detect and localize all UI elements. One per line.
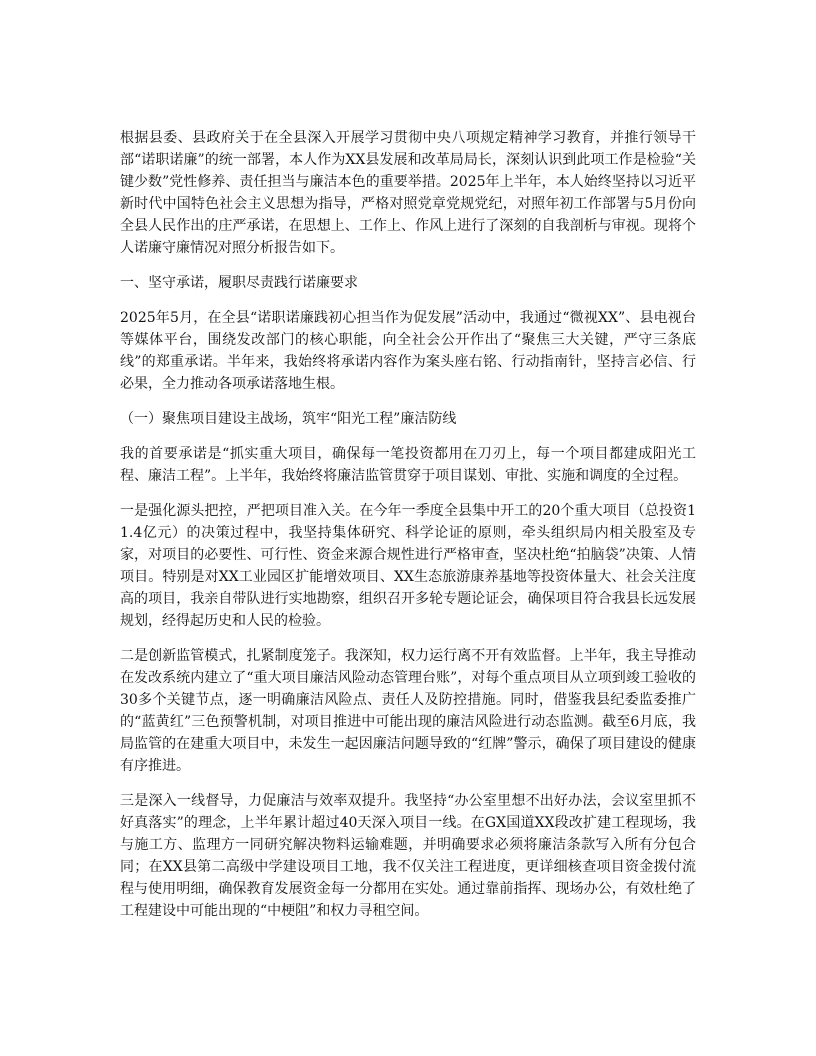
document-page xyxy=(120,127,696,935)
subsection-heading-1: （一）聚焦项目建设主战场，筑牢“阳光工程”廉洁防线 xyxy=(120,411,457,427)
commitment-paragraph: 2025年5月，在全县“诺职诺廉践初心担当作为促发展”活动中，我通过“微视XX”、县电视台等媒体平台，围绕发改部门的核心职能，向全社会公开作出了“聚焦三大关键，严守三条底线”的郑重承诺。半年来，我始终将承诺内容作为案头座右铭、行动指南针，坚持言必信、行必果，全力推动各项承诺落地生根。 xyxy=(120,310,696,392)
point-one-paragraph: 一是强化源头把控，严把项目准入关。在今年一季度全县集中开工的20个重大项目（总投资11.4亿元）的决策过程中，我坚持集体研究、科学论证的原则，牵头组织局内相关股室及专家，对项目的必要性、可行性、资金来源合规性进行严格审查，坚决杜绝“拍脑袋”决策、人情项目。特别是对XX工业园区扩能增效项目、XX生态旅游康养基地等投资体量大、社会关注度高的项目，我亲自带队进行实地勘察，组织召开多轮专题论证会，确保项目符合我县长远发展规划，经得起历史和人民的检验。 xyxy=(120,503,696,629)
point-three-paragraph: 三是深入一线督导，力促廉洁与效率双提升。我坚持“办公室里想不出好办法，会议室里抓不好真落实”的理念，上半年累计超过40天深入项目一线。在GX国道XX段改扩建工程现场，我与施工方、监理方一同研究解决物料运输难题，并明确要求必须将廉洁条款写入所有分包合同；在XX县第二高级中学建设项目工地，我不仅关注工程进度，更详细核查项目资金拨付流程与使用明细，确保教育发展资金每一分都用在实处。通过靠前指挥、现场办公，有效杜绝了工程建设中可能出现的“中梗阻”和权力寻租空间。 xyxy=(120,793,696,919)
section-heading-1: 一、坚守承诺，履职尽责践行诺廉要求 xyxy=(120,275,358,291)
intro-paragraph: 根据县委、县政府关于在全县深入开展学习贯彻中央八项规定精神学习教育，并推行领导干部“诺职诺廉”的统一部署，本人作为XX县发展和改革局局长，深刻认识到此项工作是检验“关键少数”党性修养、责任担当与廉洁本色的重要举措。2025年上半年，本人始终坚持以习近平新时代中国特色社会主义思想为指导，严格对照党章党规党纪，对照年初工作部署与5月份向全县人民作出的庄严承诺，在思想上、工作上、作风上进行了深刻的自我剖析与审视。现将个人诺廉守廉情况对照分析报告如下。 xyxy=(120,130,696,256)
point-two-paragraph: 二是创新监管模式，扎紧制度笼子。我深知，权力运行离不开有效监督。上半年，我主导推动在发改系统内建立了“重大项目廉洁风险动态管理台账”，对每个重点项目从立项到竣工验收的30多个关键节点，逐一明确廉洁风险点、责任人及防控措施。同时，借鉴我县纪委监委推广的“蓝黄红”三色预警机制，对项目推进中可能出现的廉洁风险进行动态监测。截至6月底，我局监管的在建重大项目中，未发生一起因廉洁问题导致的“红牌”警示，确保了项目建设的健康有序推进。 xyxy=(120,648,696,774)
first-commitment-paragraph: 我的首要承诺是“抓实重大项目，确保每一笔投资都用在刀刃上，每一个项目都建成阳光工程、廉洁工程”。上半年，我始终将廉洁监管贯穿于项目谋划、审批、实施和调度的全过程。 xyxy=(120,446,696,484)
